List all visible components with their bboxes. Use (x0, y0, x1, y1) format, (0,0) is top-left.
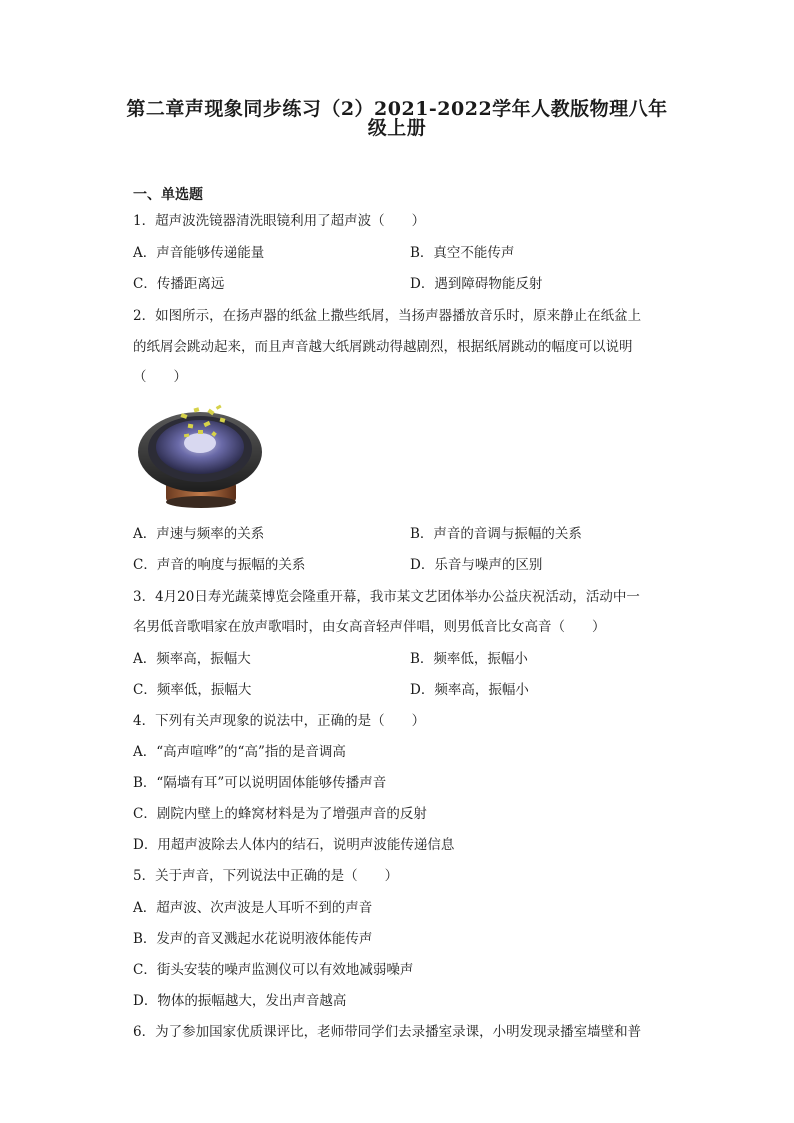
question-3-option-b: B．频率低，振幅小 (410, 651, 528, 667)
question-3-stem-line-2: 名男低音歌唱家在放声歌唱时，由女高音轻声伴唱，则男低音比女高音（ ） (133, 619, 606, 635)
speaker-paper-scraps-image (136, 400, 264, 512)
question-1-option-c: C．传播距离远 (133, 276, 225, 292)
question-3-option-d: D．频率高，振幅小 (410, 682, 529, 698)
question-2-stem-line-2: 的纸屑会跳动起来，而且声音越大纸屑跳动得越剧烈，根据纸屑跳动的幅度可以说明 (133, 339, 633, 355)
question-2-stem-line-1: 2．如图所示，在扬声器的纸盆上撒些纸屑，当扬声器播放音乐时，原来静止在纸盆上 (133, 308, 642, 324)
question-6-stem-line-1: 6．为了参加国家优质课评比，老师带同学们去录播室录课，小明发现录播室墙壁和普 (133, 1024, 642, 1040)
question-1-option-a: A．声音能够传递能量 (133, 245, 265, 261)
page-title-line-2: 级上册 (367, 117, 427, 139)
page-title-line-1: 第二章声现象同步练习（2）2021-2022学年人教版物理八年 (126, 98, 668, 120)
question-5-option-d: D．物体的振幅越大，发出声音越高 (133, 993, 347, 1009)
question-5-option-a: A．超声波、次声波是人耳听不到的声音 (133, 900, 373, 916)
question-4-stem: 4．下列有关声现象的说法中，正确的是（ ） (133, 713, 426, 729)
question-1-stem: 1．超声波洗镜器清洗眼镜利用了超声波（ ） (133, 213, 426, 229)
question-5-stem: 5．关于声音，下列说法中正确的是（ ） (133, 868, 399, 884)
section-heading: 一、单选题 (133, 187, 203, 203)
question-2-option-a: A．声速与频率的关系 (133, 526, 265, 542)
question-2-option-c: C．声音的响度与振幅的关系 (133, 557, 306, 573)
question-3-stem-line-1: 3．4月20日寿光蔬菜博览会隆重开幕，我市某文艺团体举办公益庆祝活动，活动中一 (133, 589, 640, 605)
question-3-option-c: C．频率低，振幅大 (133, 682, 252, 698)
question-4-option-b: B．“隔墙有耳”可以说明固体能够传播声音 (133, 775, 387, 791)
question-4-option-a: A．“高声喧哗”的“高”指的是音调高 (133, 744, 346, 760)
question-2-option-b: B．声音的音调与振幅的关系 (410, 526, 582, 542)
question-5-option-c: C．街头安装的噪声监测仪可以有效地减弱噪声 (133, 962, 414, 978)
question-1-option-b: B．真空不能传声 (410, 245, 515, 261)
question-4-option-d: D．用超声波除去人体内的结石，说明声波能传递信息 (133, 837, 455, 853)
question-5-option-b: B．发声的音叉溅起水花说明液体能传声 (133, 931, 373, 947)
question-2-option-d: D．乐音与噪声的区别 (410, 557, 543, 573)
question-2-stem-line-3: （ ） (133, 369, 187, 385)
question-4-option-c: C．剧院内壁上的蜂窝材料是为了增强声音的反射 (133, 806, 427, 822)
question-3-option-a: A．频率高，振幅大 (133, 651, 251, 667)
question-1-option-d: D．遇到障碍物能反射 (410, 276, 543, 292)
